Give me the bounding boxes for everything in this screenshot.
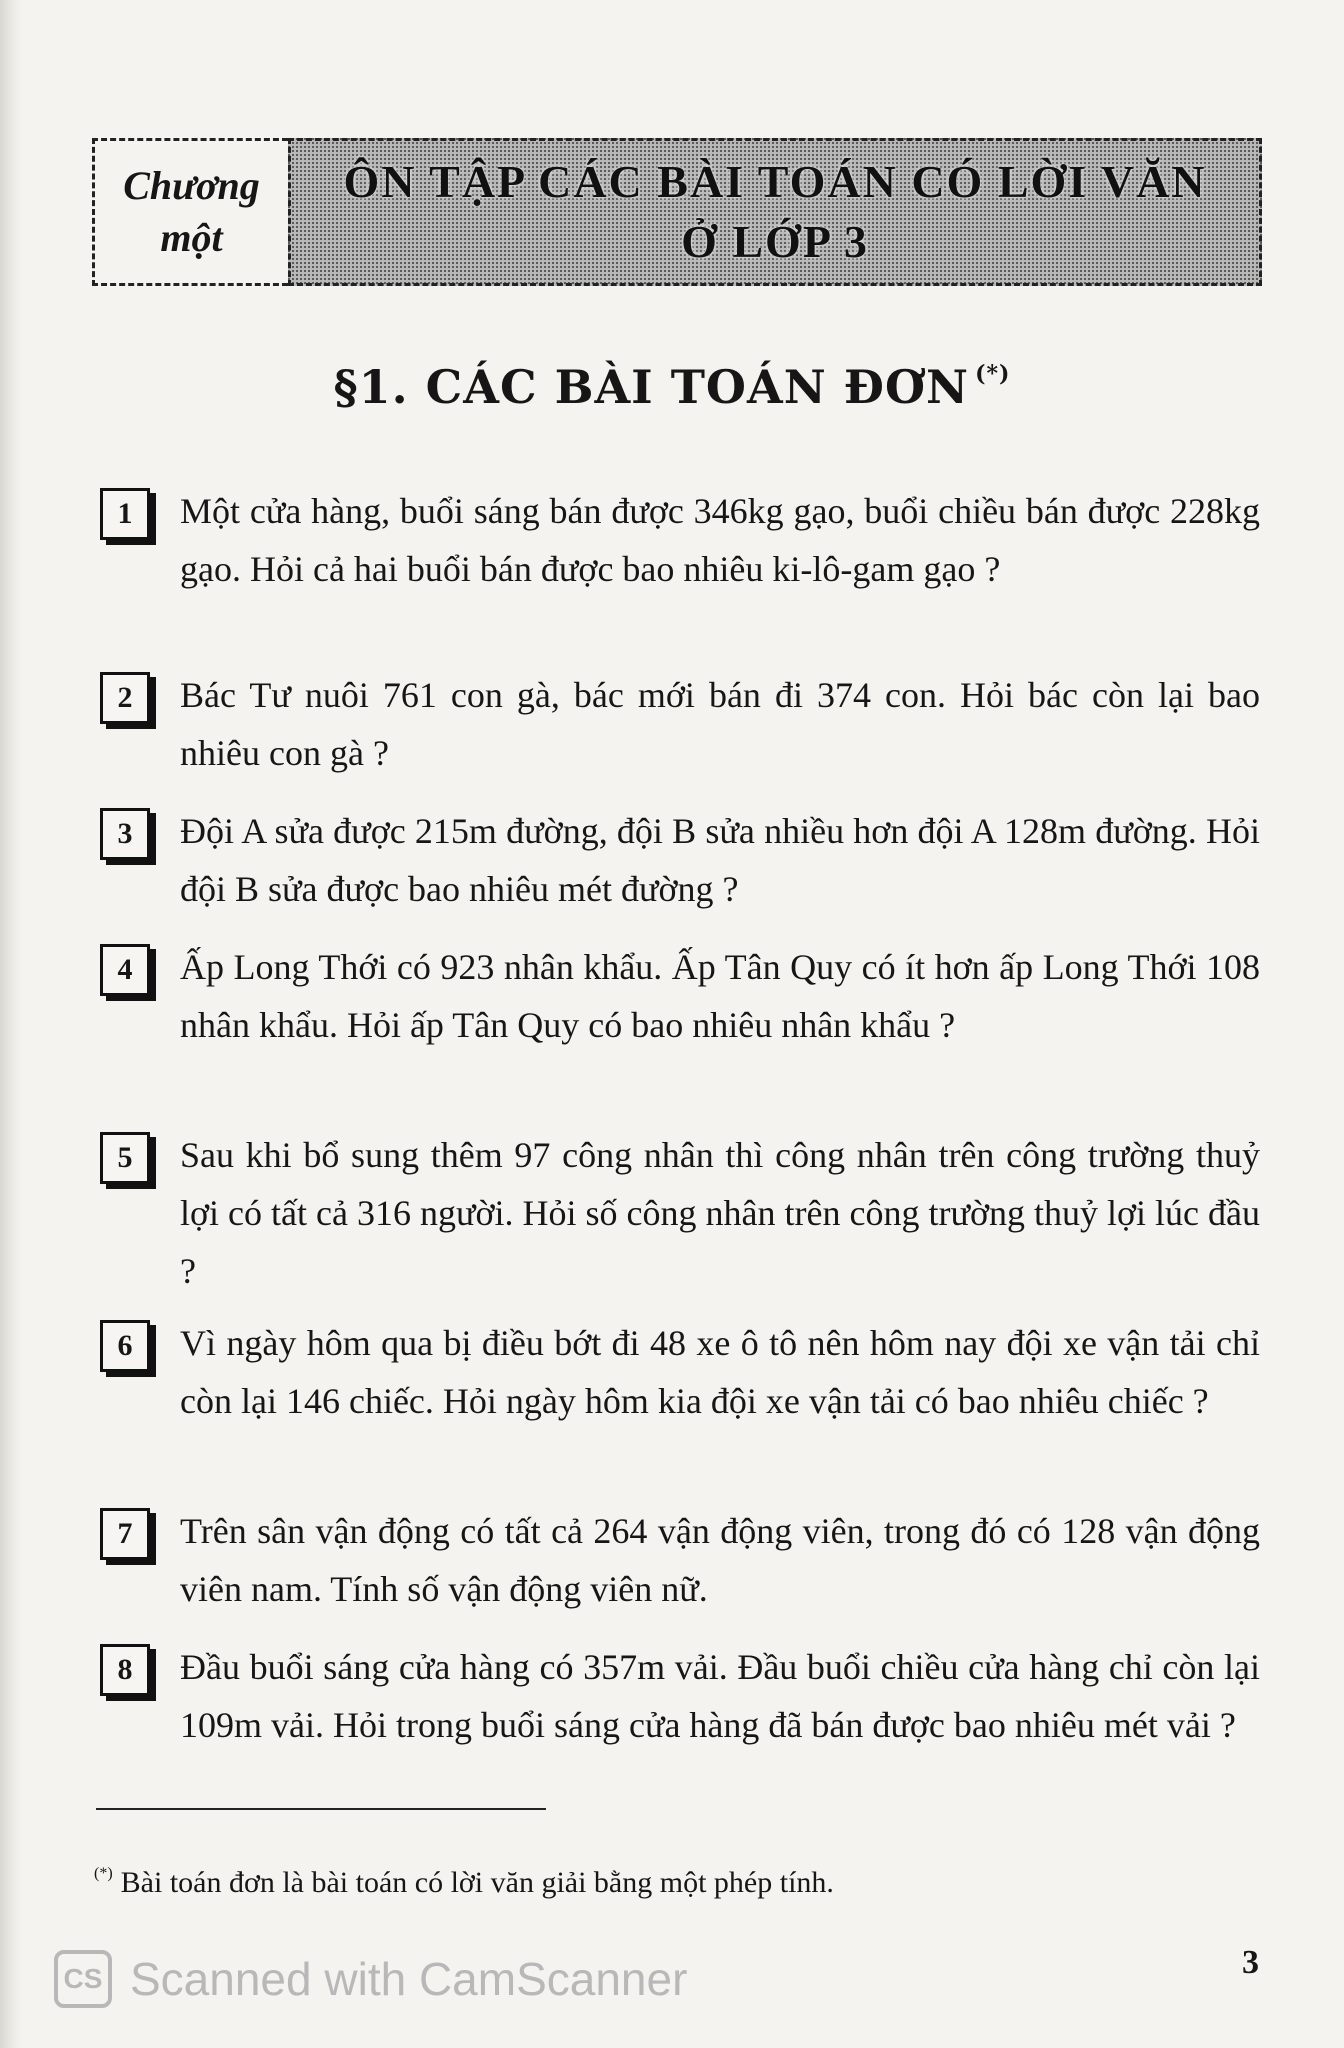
chapter-title-line2: Ở LỚP 3: [681, 216, 869, 267]
footnote: [94, 1865, 834, 1900]
problem-number: 5: [100, 1132, 150, 1184]
chapter-title-line1: ÔN TẬP CÁC BÀI TOÁN CÓ LỜI VĂN: [343, 156, 1207, 207]
problem-text: Bác Tư nuôi 761 con gà, bác mới bán đi 374 con. Hỏi bác còn lại bao nhiêu con gà ?: [180, 675, 1260, 773]
chapter-label-line1: Chương: [123, 163, 260, 208]
camscanner-logo-icon: CS: [54, 1950, 112, 2008]
chapter-header: [92, 138, 1262, 290]
problem-number: 1: [100, 488, 150, 540]
chapter-label: [92, 138, 288, 286]
page-edge-shadow: [0, 0, 22, 2048]
problem-text: Sau khi bổ sung thêm 97 công nhân thì công nhân trên công trường thuỷ lợi có tất cả 316 người. Hỏi số công nhân trên công trường thuỷ lợi lúc đầu ?: [180, 1135, 1260, 1291]
page-number: 3: [1242, 1944, 1259, 1981]
footnote-marker: (*): [94, 1865, 113, 1882]
footnote-text: Bài toán đơn là bài toán có lời văn giải bằng một phép tính.: [120, 1866, 834, 1899]
problem-number: 7: [100, 1508, 150, 1560]
problem-text: Ấp Long Thới có 923 nhân khẩu. Ấp Tân Quy có ít hơn ấp Long Thới 108 nhân khẩu. Hỏi ấp Tân Quy có bao nhiêu nhân khẩu ?: [180, 947, 1260, 1045]
problem-number: 4: [100, 944, 150, 996]
problem-text: Vì ngày hôm qua bị điều bớt đi 48 xe ô tô nên hôm nay đội xe vận tải chỉ còn lại 146 chiếc. Hỏi ngày hôm kia đội xe vận tải có bao nhiêu chiếc ?: [180, 1323, 1260, 1421]
chapter-label-line2: một: [160, 215, 223, 260]
section-title: [0, 360, 1344, 414]
section-title-text: §1. CÁC BÀI TOÁN ĐƠN: [333, 360, 970, 414]
problem-number: 3: [100, 808, 150, 860]
watermark-text: Scanned with CamScanner: [130, 1953, 688, 2005]
camscanner-watermark: [54, 1948, 687, 2010]
chapter-title: [288, 138, 1262, 286]
problem-text: Trên sân vận động có tất cả 264 vận động viên, trong đó có 128 vận động viên nam. Tính số vận động viên nữ.: [180, 1511, 1260, 1609]
problem-number: 2: [100, 672, 150, 724]
problem-number: 6: [100, 1320, 150, 1372]
problem-text: Đội A sửa được 215m đường, đội B sửa nhiều hơn đội A 128m đường. Hỏi đội B sửa được bao nhiêu mét đường ?: [180, 811, 1260, 909]
footnote-divider: [96, 1808, 546, 1810]
problem-number: 8: [100, 1644, 150, 1696]
section-footnote-marker: (*): [975, 361, 1011, 387]
problem-text: Đầu buổi sáng cửa hàng có 357m vải. Đầu buổi chiều cửa hàng chỉ còn lại 109m vải. Hỏi trong buổi sáng cửa hàng đã bán được bao nhiêu mét vải ?: [180, 1647, 1260, 1745]
problem-text: Một cửa hàng, buổi sáng bán được 346kg gạo, buổi chiều bán được 228kg gạo. Hỏi cả hai buổi bán được bao nhiêu ki-lô-gam gạo ?: [180, 491, 1260, 589]
